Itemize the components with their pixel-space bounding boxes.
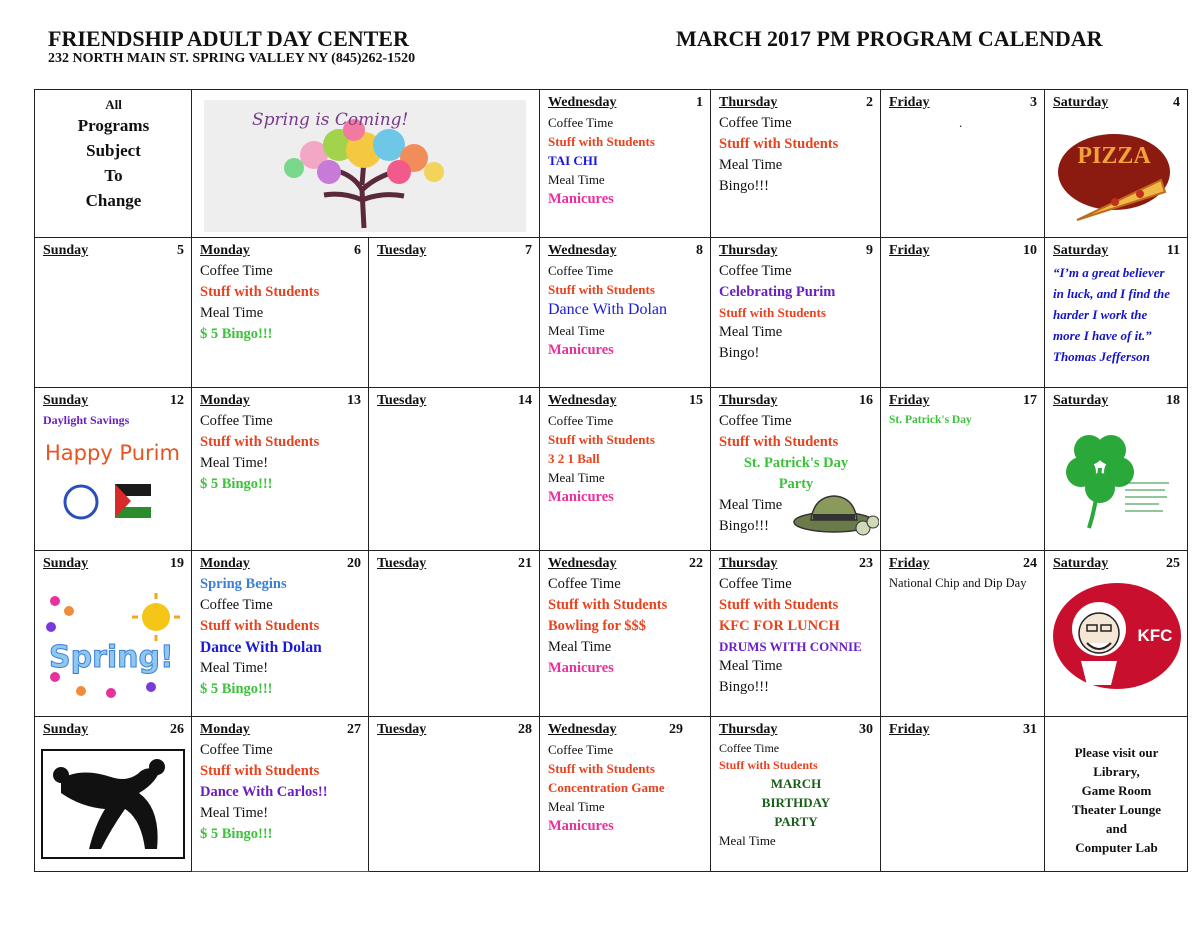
- day-cell: [192, 716, 369, 871]
- event: MARCH: [770, 775, 822, 791]
- event: Coffee Time: [719, 115, 792, 131]
- event: Celebrating Purim: [719, 284, 836, 301]
- event: PARTY: [774, 813, 818, 829]
- week-row: [35, 238, 1188, 388]
- notice-cell: [35, 90, 192, 238]
- day-number: 29: [669, 721, 683, 737]
- event: Stuff with Students: [548, 760, 655, 776]
- day-cell: [881, 90, 1045, 238]
- day-cell: [369, 716, 540, 871]
- event: Bingo!!!: [719, 178, 769, 194]
- event: Stuff with Students: [200, 284, 320, 301]
- event: KFC FOR LUNCH: [719, 617, 840, 634]
- day-cell: [35, 238, 192, 388]
- event: Manicures: [548, 659, 614, 676]
- event: Concentration Game: [548, 779, 665, 795]
- banner-text: Spring is Coming!: [252, 110, 409, 130]
- quote-line: “I’m a great believer: [1053, 265, 1165, 281]
- day-cell: [1045, 388, 1188, 550]
- event: National Chip and Dip Day: [889, 575, 1027, 590]
- event: Meal Time: [548, 638, 612, 655]
- day-number: 18: [1166, 393, 1180, 409]
- week-row: [35, 716, 1188, 871]
- event: Meal Time: [548, 172, 605, 187]
- visit-line: and: [1106, 820, 1127, 836]
- day-number: 27: [347, 721, 361, 737]
- day-cell: [881, 388, 1045, 550]
- event: Meal Time: [200, 305, 264, 322]
- event: Coffee Time: [548, 263, 614, 279]
- day-name: Wednesday: [548, 555, 617, 571]
- day-cell: [881, 716, 1045, 871]
- event: Coffee Time: [200, 741, 273, 758]
- event: Daylight Savings: [43, 413, 130, 428]
- event: Stuff with Students: [719, 434, 839, 451]
- event: Meal Time: [719, 657, 783, 674]
- visit-info-cell: [1045, 716, 1188, 871]
- day-name: Monday: [200, 555, 250, 571]
- notice-programs: Programs: [77, 116, 150, 135]
- day-cell: [35, 716, 192, 871]
- event: Coffee Time: [719, 740, 780, 755]
- day-name: Friday: [889, 721, 930, 737]
- purim-text: Happy Purim: [45, 441, 180, 466]
- org-name: FRIENDSHIP ADULT DAY CENTER: [48, 26, 409, 51]
- day-number: 23: [859, 555, 873, 571]
- day-name: Thursday: [719, 95, 778, 110]
- event: $ 5 Bingo!!!: [200, 476, 273, 493]
- event: Meal Time: [548, 323, 605, 339]
- day-name: Tuesday: [377, 555, 427, 571]
- day-number: 3: [1030, 95, 1037, 110]
- calendar-title: MARCH 2017 PM PROGRAM CALENDAR: [676, 26, 1103, 51]
- event: Bingo!!!: [719, 518, 769, 535]
- day-name: Thursday: [719, 243, 778, 259]
- visit-line: Library,: [1093, 763, 1140, 779]
- day-number: 16: [859, 393, 873, 409]
- day-cell: [192, 550, 369, 716]
- week-row: [35, 388, 1188, 550]
- kfc-logo-image: [1051, 581, 1183, 691]
- day-name: Thursday: [719, 555, 778, 571]
- calendar-grid: [34, 89, 1188, 872]
- event: Dance With Carlos!!: [200, 783, 328, 800]
- day-number: 15: [689, 393, 703, 409]
- day-name: Tuesday: [377, 393, 427, 409]
- dancers-image: [41, 749, 185, 859]
- event: Meal Time!: [200, 455, 269, 472]
- quote-line: harder I work the: [1053, 307, 1148, 323]
- day-cell: [540, 238, 711, 388]
- notice-all: All: [105, 97, 122, 112]
- notice-subject: Subject: [86, 141, 141, 160]
- week-row: [35, 550, 1188, 716]
- event: Stuff with Students: [719, 305, 826, 321]
- day-name: Sunday: [43, 555, 89, 571]
- day-number: 14: [518, 393, 532, 409]
- day-name: Friday: [889, 555, 930, 571]
- day-number: 13: [347, 393, 361, 409]
- day-name: Saturday: [1053, 393, 1109, 409]
- day-cell: [711, 90, 881, 238]
- event: Coffee Time: [548, 115, 614, 130]
- day-name: Monday: [200, 721, 250, 737]
- day-number: 22: [689, 555, 703, 571]
- event: Stuff with Students: [548, 596, 668, 613]
- event: Meal Time!: [200, 804, 269, 821]
- day-number: 7: [525, 243, 532, 259]
- event: TAI CHI: [548, 153, 598, 168]
- pizza-text: PIZZA: [1077, 143, 1151, 169]
- event: $ 5 Bingo!!!: [200, 825, 273, 842]
- event: Coffee Time: [719, 263, 792, 280]
- event: Coffee Time: [200, 413, 273, 430]
- event: Dance With Dolan: [200, 638, 322, 656]
- day-number: 6: [354, 243, 361, 259]
- day-name: Monday: [200, 393, 250, 409]
- day-name: Saturday: [1053, 95, 1109, 110]
- event: Bingo!: [719, 345, 760, 362]
- day-cell: [1045, 238, 1188, 388]
- week-row: [35, 90, 1188, 238]
- day-number: 2: [866, 95, 873, 110]
- purim-image: [43, 432, 183, 542]
- day-cell: [192, 388, 369, 550]
- event: Manicures: [548, 342, 614, 359]
- day-cell: [35, 388, 192, 550]
- day-name: Sunday: [43, 393, 89, 409]
- day-number: 10: [1023, 243, 1037, 259]
- day-number: 11: [1166, 243, 1180, 259]
- day-name: Friday: [889, 393, 930, 409]
- pizza-image: [1055, 132, 1173, 224]
- day-cell: [711, 388, 881, 550]
- day-name: Tuesday: [377, 243, 427, 259]
- day-name: Saturday: [1053, 243, 1109, 259]
- event: Dance With Dolan: [548, 301, 668, 319]
- notice-change: Change: [85, 191, 142, 210]
- leprechaun-hat-image: [789, 492, 879, 538]
- day-name: Wednesday: [548, 243, 617, 259]
- day-cell: [1045, 550, 1188, 716]
- day-number: 9: [866, 243, 873, 259]
- event: Stuff with Students: [719, 757, 818, 772]
- dot-mark: .: [959, 115, 963, 130]
- day-name: Wednesday: [548, 393, 617, 409]
- event: Meal Time!: [200, 659, 269, 676]
- event: Party: [778, 476, 814, 493]
- event: Coffee Time: [548, 413, 614, 429]
- spring-text: Spring!: [49, 639, 174, 675]
- day-number: 4: [1173, 95, 1180, 110]
- day-name: Wednesday: [548, 721, 617, 737]
- event: Manicures: [548, 191, 614, 207]
- event: Coffee Time: [719, 575, 792, 592]
- event: Stuff with Students: [200, 762, 320, 779]
- shamrock-image: [1059, 428, 1179, 533]
- day-cell: [540, 550, 711, 716]
- spring-image: [41, 587, 181, 703]
- event: $ 5 Bingo!!!: [200, 680, 273, 697]
- event: Stuff with Students: [200, 434, 320, 451]
- visit-line: Game Room: [1081, 782, 1152, 798]
- day-name: Saturday: [1053, 555, 1109, 571]
- day-number: 31: [1023, 721, 1037, 737]
- visit-line: Please visit our: [1074, 744, 1159, 760]
- banner-cell: [192, 90, 540, 238]
- quote-author: Thomas Jefferson: [1053, 349, 1150, 365]
- quote-line: more I have of it.”: [1053, 328, 1152, 344]
- event: Bingo!!!: [719, 678, 769, 695]
- day-name: Friday: [889, 95, 930, 110]
- event: Coffee Time: [719, 413, 792, 430]
- event: Stuff with Students: [200, 617, 320, 634]
- day-cell: [711, 550, 881, 716]
- day-cell: [192, 238, 369, 388]
- day-cell: [540, 716, 711, 871]
- day-cell: [540, 388, 711, 550]
- day-cell: [369, 550, 540, 716]
- day-name: Tuesday: [377, 721, 427, 737]
- event: St. Patrick's Day: [743, 455, 849, 472]
- event: Manicures: [548, 489, 614, 506]
- event: BIRTHDAY: [761, 794, 831, 810]
- event: Meal Time: [719, 324, 783, 341]
- day-number: 19: [170, 555, 184, 571]
- day-name: Thursday: [719, 393, 778, 409]
- event: Stuff with Students: [719, 596, 839, 613]
- event: Stuff with Students: [548, 134, 655, 149]
- event: Stuff with Students: [719, 136, 839, 152]
- event: Coffee Time: [548, 575, 621, 592]
- day-cell: [711, 238, 881, 388]
- event: Bowling for $$$: [548, 617, 647, 634]
- notice-to: To: [104, 166, 123, 185]
- day-name: Friday: [889, 243, 930, 259]
- day-number: 24: [1023, 555, 1037, 571]
- event: Meal Time: [548, 798, 605, 814]
- day-name: Thursday: [719, 721, 778, 737]
- day-number: 20: [347, 555, 361, 571]
- day-name: Monday: [200, 243, 250, 259]
- visit-line: Computer Lab: [1075, 839, 1158, 855]
- event: Meal Time: [719, 157, 783, 173]
- day-cell: [369, 238, 540, 388]
- event: Meal Time: [548, 470, 605, 486]
- event: $ 5 Bingo!!!: [200, 326, 273, 343]
- day-number: 25: [1166, 555, 1180, 571]
- event: Meal Time: [719, 497, 783, 514]
- visit-line: Theater Lounge: [1072, 801, 1161, 817]
- event: Meal Time: [719, 832, 776, 848]
- event: Stuff with Students: [548, 432, 655, 448]
- day-cell: [35, 550, 192, 716]
- day-cell: [711, 716, 881, 871]
- day-cell: [881, 550, 1045, 716]
- day-cell: [540, 90, 711, 238]
- day-number: 5: [177, 243, 184, 259]
- day-cell: [881, 238, 1045, 388]
- day-number: 17: [1023, 393, 1037, 409]
- event: Spring Begins: [200, 575, 287, 592]
- event: St. Patrick's Day: [889, 414, 972, 427]
- day-number: 28: [518, 721, 532, 737]
- spring-tree-image: [204, 100, 526, 232]
- day-number: 30: [859, 721, 873, 737]
- org-address: 232 NORTH MAIN ST. SPRING VALLEY NY (845)262-1520: [48, 51, 416, 66]
- event: Manicures: [548, 817, 614, 834]
- day-name: Wednesday: [548, 95, 617, 110]
- event: Coffee Time: [200, 263, 273, 280]
- day-number: 1: [696, 95, 703, 110]
- day-name: Sunday: [43, 243, 89, 259]
- day-cell: [369, 388, 540, 550]
- event: DRUMS WITH CONNIE: [719, 638, 862, 654]
- event: 3 2 1 Ball: [548, 451, 600, 467]
- day-cell: [1045, 90, 1188, 238]
- event: Coffee Time: [200, 596, 273, 613]
- day-number: 26: [170, 721, 184, 737]
- event: Stuff with Students: [548, 282, 655, 298]
- day-number: 12: [170, 393, 184, 409]
- event: Coffee Time: [548, 741, 614, 757]
- day-number: 21: [518, 555, 532, 571]
- day-number: 8: [696, 243, 703, 259]
- quote-line: in luck, and I find the: [1053, 286, 1171, 302]
- day-name: Sunday: [43, 721, 89, 737]
- kfc-text: KFC: [1137, 625, 1173, 645]
